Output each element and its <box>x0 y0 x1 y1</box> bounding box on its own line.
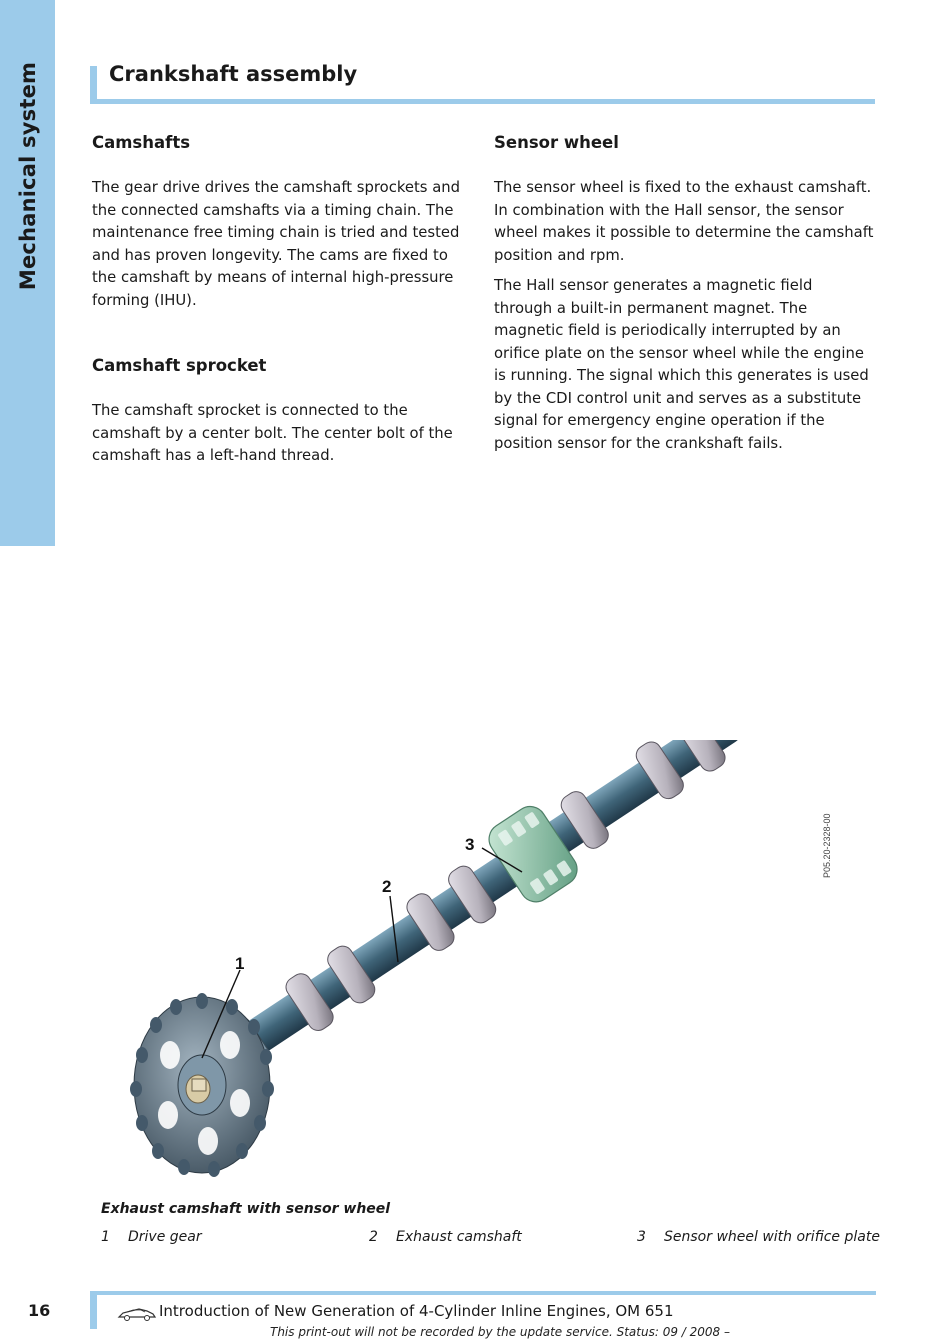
legend-label: Sensor wheel with orifice plate <box>664 1229 880 1245</box>
footer-bar <box>90 1291 876 1329</box>
section-label: Mechanical system <box>16 61 40 291</box>
callout-2: 2 <box>382 877 392 896</box>
figure-legend <box>101 1229 881 1249</box>
legend-number: 3 <box>637 1229 646 1245</box>
footer-title: Introduction of New Generation of 4-Cylinder Inline Engines, OM 651 <box>159 1302 674 1320</box>
legend-number: 1 <box>101 1229 110 1245</box>
drive-gear-shape <box>130 993 274 1177</box>
page-number: 16 <box>28 1301 51 1320</box>
sensor-wheel-paragraph-2: The Hall sensor generates a magnetic field through a built-in permanent magnet. The magnetic field is periodically interrupted by an orifice plate on the sensor wheel while the engine is running. The signal which this generates is used by the CDI control unit and serves as a substitute signal for emergency engine operation if the position sensor for the crankshaft fails. <box>494 277 869 452</box>
legend-item-drive-gear <box>101 1229 202 1245</box>
legend-label: Exhaust camshaft <box>396 1229 522 1245</box>
camshaft-sprocket-paragraph: The camshaft sprocket is connected to the camshaft by a center bolt. The center bolt of the camshaft has a left-hand thread. <box>92 402 453 464</box>
status-note: This print-out will not be recorded by the update service. Status: 09 / 2008 – <box>270 1325 731 1339</box>
camshaft-illustration <box>92 740 875 1195</box>
camshafts-heading: Camshafts <box>92 133 191 152</box>
legend-label: Drive gear <box>128 1229 202 1245</box>
legend-item-sensor-wheel <box>637 1229 880 1245</box>
camshaft-sprocket-heading: Camshaft sprocket <box>92 356 267 375</box>
page-title: Crankshaft assembly <box>109 62 358 86</box>
camshafts-paragraph: The gear drive drives the camshaft sprockets and the connected camshafts via a timing chain. The maintenance free timing chain is tried and tested and has proven longevity. The cams are fixed to the camshaft by means of internal high-pressure forming (IHU). <box>92 179 461 309</box>
right-column <box>494 133 874 455</box>
figure-code: P05.20-2328-00 <box>822 813 832 878</box>
sensor-wheel-paragraph-1: The sensor wheel is fixed to the exhaust camshaft. In combination with the Hall sensor, the sensor wheel makes it possible to determine the camshaft position and rpm. <box>494 179 874 264</box>
legend-item-exhaust-camshaft <box>369 1229 522 1245</box>
side-tab <box>0 0 55 546</box>
left-column <box>92 133 472 468</box>
callout-1: 1 <box>235 954 245 973</box>
car-icon <box>117 1305 157 1323</box>
exhaust-camshaft-body <box>183 740 773 1107</box>
title-bar <box>90 62 875 104</box>
sensor-wheel-heading: Sensor wheel <box>494 133 619 152</box>
legend-number: 2 <box>369 1229 378 1245</box>
callout-3: 3 <box>465 835 475 854</box>
camshaft-figure <box>92 740 875 1195</box>
figure-caption: Exhaust camshaft with sensor wheel <box>101 1201 391 1217</box>
